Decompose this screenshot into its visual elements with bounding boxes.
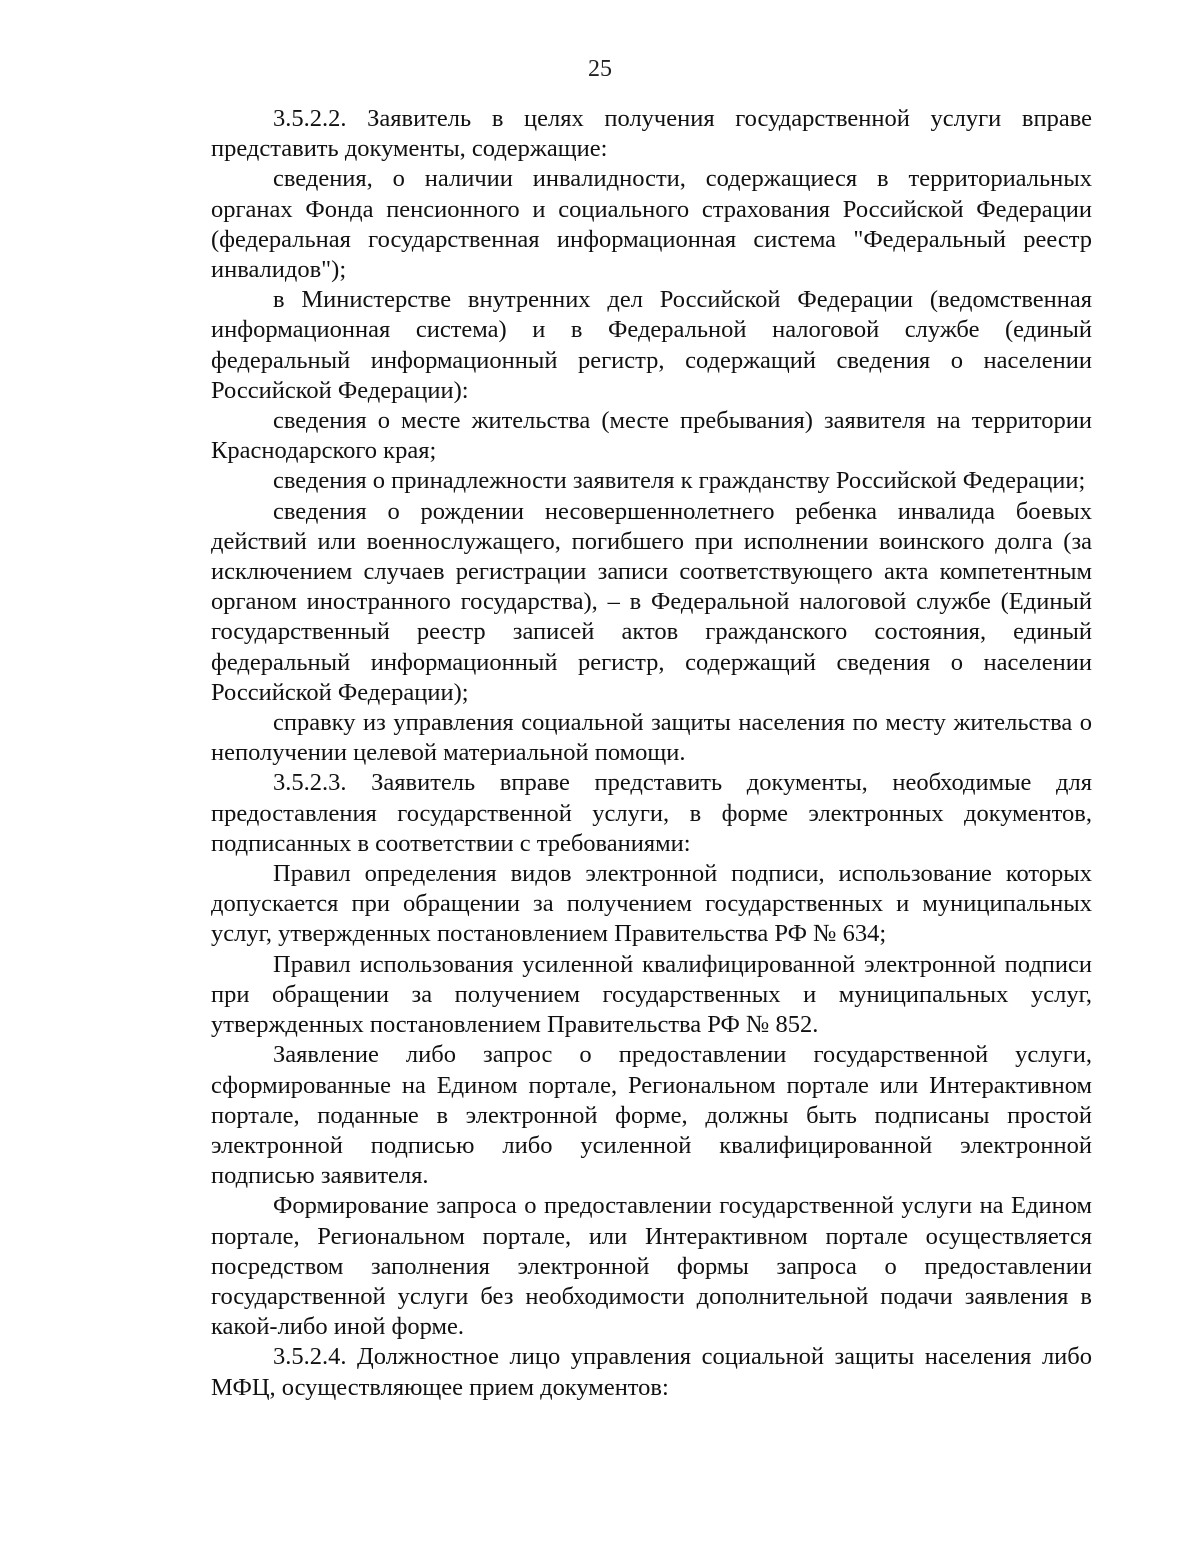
paragraph-ministry-info: в Министерстве внутренних дел Российской Федерации (ведомственная информационная система) и в Федеральной налоговой службе (единый федеральный информационный регистр, содержащий сведения о населении Российской Федерации): xyxy=(211,286,1092,404)
page-number: 25 xyxy=(588,56,612,82)
paragraph-disability-info: сведения, о наличии инвалидности, содержащиеся в территориальных органах Фонда пенсионного и социального страхования Российской Федерации (федеральная государственная информационная система "Федеральный реестр инвалидов"); xyxy=(211,165,1092,284)
paragraph-request-formation: Формирование запроса о предоставлении государственной услуги на Едином портале, Региональном портале, или Интерактивном портале осуществляется посредством заполнения электронной формы запроса о предоставлении государственной услуги без необходимости дополнительной подачи заявления в какой-либо иной форме. xyxy=(211,1192,1092,1341)
paragraph-rules-634: Правил определения видов электронной подписи, использование которых допускается при обращении за получением государственных и муниципальных услуг, утвержденных постановлением Правительства РФ № 634; xyxy=(211,860,1092,948)
paragraph-3-5-2-2: 3.5.2.2. Заявитель в целях получения государственной услуги вправе представить документы, содержащие: xyxy=(211,105,1092,163)
paragraph-certificate-info: справку из управления социальной защиты населения по месту жительства о неполучении целевой материальной помощи. xyxy=(211,709,1092,767)
document-body xyxy=(211,104,1092,1403)
paragraph-3-5-2-4: 3.5.2.4. Должностное лицо управления социальной защиты населения либо МФЦ, осуществляющее прием документов: xyxy=(211,1343,1092,1401)
paragraph-application-signature: Заявление либо запрос о предоставлении государственной услуги, сформированные на Едином портале, Региональном портале или Интерактивном портале, поданные в электронной форме, должны быть подписаны простой электронной подписью либо усиленной квалифицированной электронной подписью заявителя. xyxy=(211,1041,1092,1190)
paragraph-citizenship-info: сведения о принадлежности заявителя к гражданству Российской Федерации; xyxy=(273,467,1086,495)
paragraph-rules-852: Правил использования усиленной квалифицированной электронной подписи при обращении за получением государственных и муниципальных услуг, утвержденных постановлением Правительства РФ № 852. xyxy=(211,950,1092,1039)
paragraph-birth-info: сведения о рождении несовершеннолетнего ребенка инвалида боевых действий или военнослужащего, погибшего при исполнении воинского долга (за исключением случаев регистрации записи соответствующего акта компетентным органом иностранного государства), – в Федеральной налоговой службе (Единый государственный реестр записей актов гражданского состояния, единый федеральный информационный регистр, содержащий сведения о населении Российской Федерации); xyxy=(211,497,1092,706)
paragraph-residence-info: сведения о месте жительства (месте пребывания) заявителя на территории Краснодарского края; xyxy=(211,407,1092,465)
paragraph-3-5-2-3: 3.5.2.3. Заявитель вправе представить документы, необходимые для предоставления государственной услуги, в форме электронных документов, подписанных в соответствии с требованиями: xyxy=(211,769,1092,857)
